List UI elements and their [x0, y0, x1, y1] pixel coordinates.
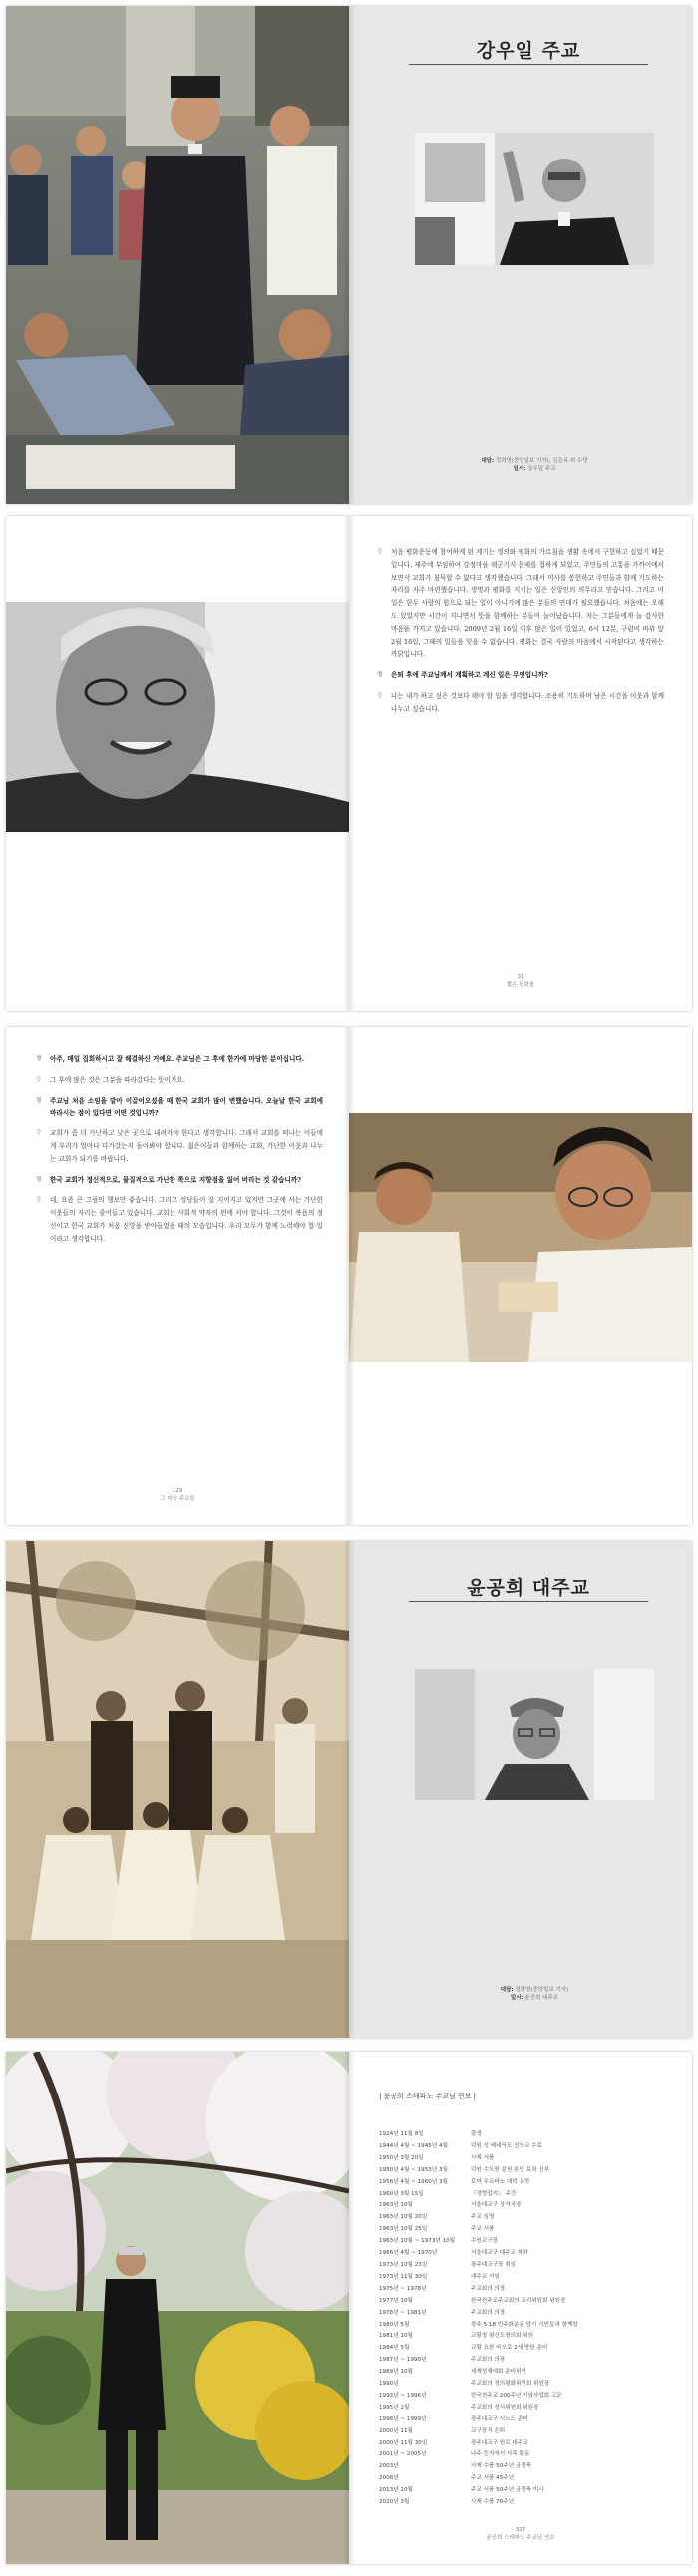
title-page-right: [349, 6, 692, 504]
elder-closeup-photo: [6, 602, 349, 832]
speaker-mark: 강: [36, 1197, 42, 1204]
chronology-date: 1950년 4월 ~ 1953년 3월: [379, 2166, 449, 2173]
chronology-event: 교황 요한 바오로 2세 방한 준비: [471, 2345, 548, 2352]
answer-paragraph: [36, 1074, 323, 1087]
chronology-event: 주교회의 성서위원회 위원장: [471, 2404, 539, 2411]
chronology-page-right: [349, 2052, 692, 2564]
interview-credit: 정희영(중앙일보 기자): [515, 1987, 569, 1993]
paragraph-text: 나는 내가 하고 싶은 것보다 해야 할 일을 생각합니다. 조용히 기도하며 남은 시간을 이웃과 함께 나누고 싶습니다.: [391, 691, 664, 713]
photo-credit-name: 윤공희 대주교: [524, 1995, 559, 2001]
chronology-event: 주교회의 의장: [471, 2285, 506, 2292]
chronology-row: [379, 2449, 668, 2461]
chapter-title: 윤공희 대주교: [467, 1577, 590, 1599]
chronology-event: 서울대교구 상서국장: [471, 2202, 522, 2209]
chronology-date: 2020년 3월: [379, 2499, 410, 2506]
chronology-event: 주교 서품 50주년 금경축 미사: [471, 2487, 544, 2494]
cherry-blossom-photo: [6, 2052, 349, 2564]
chronology-event: 덕원 수도원 분원 본당 보좌 신부: [471, 2166, 550, 2173]
chronology-heading: | 윤공희 스테파노 주교님 연보 |: [379, 2093, 476, 2100]
chronology-event: 주교 서품: [471, 2226, 495, 2233]
archbishop-yoon-portrait-image: [415, 1669, 654, 1800]
running-footer: 그 마음 주교들: [160, 1496, 195, 1502]
chronology-date: 1987년 ~ 1990년: [379, 2357, 427, 2364]
chronology-event: 『경향잡지』 주간: [471, 2190, 517, 2197]
title-page-right: [349, 1541, 692, 2038]
chronology-row: [379, 2284, 668, 2296]
question-paragraph: [36, 1053, 323, 1066]
chronology-event: 교황청 평신도평의회 위원: [471, 2333, 533, 2340]
chronology-row: [379, 2224, 668, 2236]
date-label: 일시:: [513, 466, 526, 472]
paragraph-text: 은퇴 후에 주교님께서 계획하고 계신 일은 무엇입니까?: [391, 671, 548, 680]
chronology-event: 교구장직 은퇴: [471, 2427, 506, 2434]
chronology-row: [379, 2497, 668, 2509]
chronology-event: 사제 수품 70주년: [471, 2499, 515, 2506]
chronology-row: [379, 2461, 668, 2473]
date-label: 일시:: [510, 1995, 524, 2001]
running-footer: 윤공희 스테파노 주교님 연보: [486, 2535, 555, 2541]
spread-kang-interview-2: [6, 1027, 692, 1525]
chronology-date: 1924년 11월 8일: [379, 2131, 424, 2137]
chronology-date: 1975년 ~ 1978년: [379, 2285, 427, 2292]
chronology-row: [379, 2367, 668, 2379]
spread-kang-interview-1: [6, 516, 692, 1011]
chronology-date: 1998년 ~ 1999년: [379, 2415, 427, 2422]
speaker-mark: 강: [377, 692, 383, 699]
chronology-date: 1984년 5월: [379, 2345, 410, 2352]
speaker-mark: 강: [36, 1130, 42, 1137]
chronology-event: 주교 임명: [471, 2214, 495, 2221]
paragraph-text: 주교님 처음 소임을 맡아 이끌어오셨을 때 한국 교회가 많이 변했습니다. 오늘날 한국 교회에 바라시는 점이 있다면 어떤 것입니까?: [50, 1096, 323, 1118]
gutter-shadow: [343, 1541, 355, 2038]
chronology-row: [379, 2236, 668, 2248]
chronology-date: 1963년 10월 20일: [379, 2214, 428, 2221]
chronology-event: 사제 서품: [471, 2154, 495, 2161]
speaker-mark: 정: [36, 1176, 42, 1183]
spread-kang-title: [6, 6, 692, 504]
title-rule: [409, 64, 648, 65]
title-rule: [409, 1601, 648, 1602]
chapter-title: 강우일 주교: [476, 40, 581, 62]
chronology-row: [379, 2129, 668, 2141]
two-men-talking-image: [349, 1113, 692, 1362]
photo-credit: [415, 1986, 654, 2002]
answer-paragraph: [36, 1194, 323, 1245]
chronology-date: 2013년 10월: [379, 2487, 413, 2494]
chronology-date: 1995년 2월: [379, 2404, 410, 2411]
page-number: 327: [515, 2527, 526, 2533]
text-page-right: [349, 516, 692, 1011]
chronology-event: 수원교구장: [471, 2238, 499, 2245]
photo-page-left: [6, 6, 349, 504]
gutter-shadow: [343, 1027, 355, 1525]
spread-yoon-chronology: [6, 2052, 692, 2564]
photo-page-left: [6, 1541, 349, 2038]
gutter-shadow: [343, 6, 355, 504]
chronology-date: 1977년 10월: [379, 2297, 413, 2304]
chronology-row: [379, 2355, 668, 2367]
answer-paragraph: [377, 546, 664, 661]
man-under-cherry-blossoms-image: [6, 2052, 349, 2564]
chronology-row: [379, 2331, 668, 2343]
answer-paragraph: [377, 690, 664, 716]
chronology-event: 세계성체대회 준비위원: [471, 2369, 526, 2376]
photo-page-left: [6, 2052, 349, 2564]
chronology-date: 1989년 10월: [379, 2369, 413, 2376]
paragraph-text: 한국 교회가 정신적으로, 물질적으로 가난한 쪽으로 지향점을 잃어 버리는 것 같습니까?: [50, 1175, 302, 1184]
chronology-date: 1990년: [379, 2381, 399, 2388]
chronology-event: 사제 수품 50주년 금경축: [471, 2463, 532, 2470]
answer-paragraph: [36, 1127, 323, 1165]
interview-label: 대담:: [500, 1987, 514, 1993]
chronology-row: [379, 2320, 668, 2332]
chronology-event: 광주대교구 원로 대주교: [471, 2439, 528, 2446]
speaker-mark: 강: [36, 1076, 42, 1083]
gutter-shadow: [343, 2052, 355, 2564]
chronology-row: [379, 2189, 668, 2201]
speaker-mark: 정: [377, 672, 383, 679]
vintage-group-photo: [6, 1541, 349, 2038]
chronology-row: [379, 2473, 668, 2485]
text-page-left: [6, 1027, 349, 1525]
chronology-row: [379, 2200, 668, 2212]
speaker-mark: 정: [36, 1056, 42, 1062]
photo-credit-name: 강우일 주교: [527, 466, 556, 472]
chronology-event: 한국천주교주교회의 교리위원회 위원장: [471, 2297, 566, 2304]
portrait-photo: [415, 1669, 654, 1800]
question-paragraph: [377, 669, 664, 682]
chronology-event: 광주대교구 시노드 준비: [471, 2415, 528, 2422]
chronology-date: 2000년 11월 30일: [379, 2439, 428, 2446]
interview-label: 대담:: [481, 458, 495, 464]
chronology-row: [379, 2248, 668, 2260]
interview-text: [377, 546, 664, 724]
chronology-date: 1980년 5월: [379, 2321, 410, 2328]
chronology-date: 1981년 10월: [379, 2333, 413, 2340]
chronology-date: 1978년 ~ 1981년: [379, 2309, 427, 2316]
gutter-shadow: [343, 516, 355, 1011]
chronology-date: 2001년 ~ 2005년: [379, 2451, 427, 2458]
chronology-row: [379, 2260, 668, 2272]
spread-yoon-title: [6, 1541, 692, 2038]
question-paragraph: [36, 1095, 323, 1121]
chronology-event: 주교회의 의장: [471, 2357, 506, 2364]
chronology-date: 1950년 3월 20일: [379, 2154, 424, 2161]
chronology-row: [379, 2177, 668, 2189]
paragraph-text: 그 후에 많은 것은 그분을 따라갔다는 뜻이지요.: [50, 1075, 185, 1084]
speaker-mark: 강: [377, 549, 383, 555]
sepia-group-image: [6, 1541, 349, 2038]
question-paragraph: [36, 1174, 323, 1187]
chronology-date: 1973년 11월 30일: [379, 2273, 428, 2280]
chronology-row: [379, 2165, 668, 2177]
two-men-photo: [349, 1113, 692, 1362]
photo-page-left: [6, 516, 349, 1011]
page-folio: [349, 2526, 692, 2542]
chronology-row: [379, 2272, 668, 2284]
chronology-date: 1973년 10월 23일: [379, 2261, 428, 2268]
chronology-event: 한국천주교 200주년 기념사업회 고문: [471, 2392, 562, 2399]
paragraph-text: 교회가 좀 더 가난하고 낮은 곳으로 내려가야 한다고 생각합니다. 그래서 교회를 떠나는 이들에게 우리가 얼마나 다가갔는지 돌아봐야 합니다. 젊은이들과 함께하는 교회, 가난한 이웃과 나누는 교회가 되기를 바랍니다.: [50, 1129, 323, 1163]
chronology-event: 주교 서품 45주년: [471, 2475, 515, 2482]
paragraph-text: 아주, 매일 집회하시고 잘 해결하신 거예요. 주교님은 그 후에 한가에 마당한 분이십니다.: [50, 1055, 305, 1063]
chronology-row: [379, 2438, 668, 2450]
chronology-date: 1963년 10월: [379, 2202, 413, 2209]
chronology-row: [379, 2308, 668, 2320]
chronology-row: [379, 2391, 668, 2403]
chronology-row: [379, 2379, 668, 2391]
chronology-event: 나주 등지에서 사목 활동: [471, 2451, 530, 2458]
paragraph-text: 네, 요즘 큰 그림의 행보만 좋습니다. 그리고 성당들이 잘 지어지고 있지만 그곳에 사는 가난한 이웃들의 자리는 줄어들고 있습니다. 교회는 사회적 약자의 편에 서야 합니다. 그것이 복음의 정신이고 한국 교회가 처음 신앙을 받아들였을 때의 모습입니다. 우리 모두가 함께 노력해야 할 일이라고 생각합니다.: [50, 1196, 323, 1243]
chronology-date: 2000년 11월: [379, 2427, 413, 2434]
page-number: 129: [172, 1488, 183, 1494]
chronology-row: [379, 2296, 668, 2308]
chronology-event: 서울대교구 대주교 착좌: [471, 2250, 528, 2257]
chronology-row: [379, 2343, 668, 2355]
interview-credit: 정희영(중앙일보 기자), 김은옥 외 수명: [495, 458, 588, 464]
chronology-row: [379, 2153, 668, 2165]
smiling-elder-image: [6, 602, 349, 832]
running-footer: 짧은 평화를: [506, 982, 535, 988]
chronology-event: 주교회의 의장: [471, 2309, 506, 2316]
chronology-date: 2008년: [379, 2475, 399, 2482]
chronology-event: 출생: [471, 2131, 482, 2137]
chronology-event: 광주대교구장 취임: [471, 2261, 517, 2268]
chronology-row: [379, 2485, 668, 2497]
portrait-photo: [415, 133, 654, 265]
chronology-event: 광주 5·18 민주화운동 당시 시민들과 함께함: [471, 2321, 578, 2328]
chronology-date: 2003년: [379, 2463, 399, 2470]
bishop-with-crowd-image: [6, 6, 349, 504]
paragraph-text: 처음 평화운동에 참여하게 된 계기는 정의와 평화의 가르침을 생활 속에서 구현하고 싶었기 때문입니다. 제주에 부임하여 강정마을 해군기지 문제를 접하게 되었고, 주민들의 고통을 가까이에서 보면서 교회가 침묵할 수 없다고 생각했습니다. 그래서 미사를 봉헌하고 주민들과 함께 기도하는 자리를 자주 마련했습니다. 생명과 평화를 지키는 일은 신앙인의 의무라고 믿습니다. 그리고 이 일은 한두 사람의 힘으로 되는 일이 아니기에 많은 분들의 연대가 필요했습니다. 처음에는 오해도 있었지만 시간이 지나면서 뜻을 함께하는 분들이 늘어났습니다. 저는 그분들에게 늘 감사한 마음을 가지고 있습니다. 2009년 2월 16일 이후 많은 일이 있었고, 6시 12분, 구럼비 바위 앞 2월 16일, 그때의 일들을 잊을 수 없습니다. 평화는 결국 사람의 마음에서 시작된다고 생각하는 까닭입니다.: [391, 548, 664, 659]
photo-credit: [415, 457, 654, 473]
chronology-date: 1956년 4월 ~ 1960년 3월: [379, 2178, 449, 2185]
crowd-photo: [6, 6, 349, 504]
page-folio: [6, 1487, 349, 1503]
bishop-kang-portrait-image: [415, 133, 654, 265]
chronology-date: 1963년 10월 ~ 1973년 10월: [379, 2238, 456, 2245]
chronology-date: 1944년 4월 ~ 1945년 4월: [379, 2142, 449, 2149]
chronology-row: [379, 2426, 668, 2438]
chronology-event: 대주교 서임: [471, 2273, 500, 2280]
page-number: 31: [517, 974, 524, 980]
chronology-row: [379, 2212, 668, 2224]
chronology-event: 덕원 성 베네딕도 신학교 수료: [471, 2142, 542, 2149]
interview-text: [36, 1053, 323, 1254]
chronology-row: [379, 2141, 668, 2153]
chronology-date: 1993년 ~ 1996년: [379, 2392, 427, 2399]
chronology-date: 1963년 10월 25일: [379, 2226, 428, 2233]
photo-page-right: [349, 1027, 692, 1525]
page-folio: [349, 973, 692, 989]
chronology-row: [379, 2403, 668, 2415]
chronology-list: [379, 2129, 668, 2509]
speaker-mark: 정: [36, 1097, 42, 1104]
chronology-date: 1960년 3월 15일: [379, 2190, 424, 2197]
chronology-row: [379, 2415, 668, 2426]
chronology-event: 로마 우르바노 대학 유학: [471, 2178, 530, 2185]
chronology-event: 주교회의 정의평화위원회 위원장: [471, 2381, 550, 2388]
chronology-date: 1966년 4월 ~ 1970년: [379, 2250, 438, 2257]
